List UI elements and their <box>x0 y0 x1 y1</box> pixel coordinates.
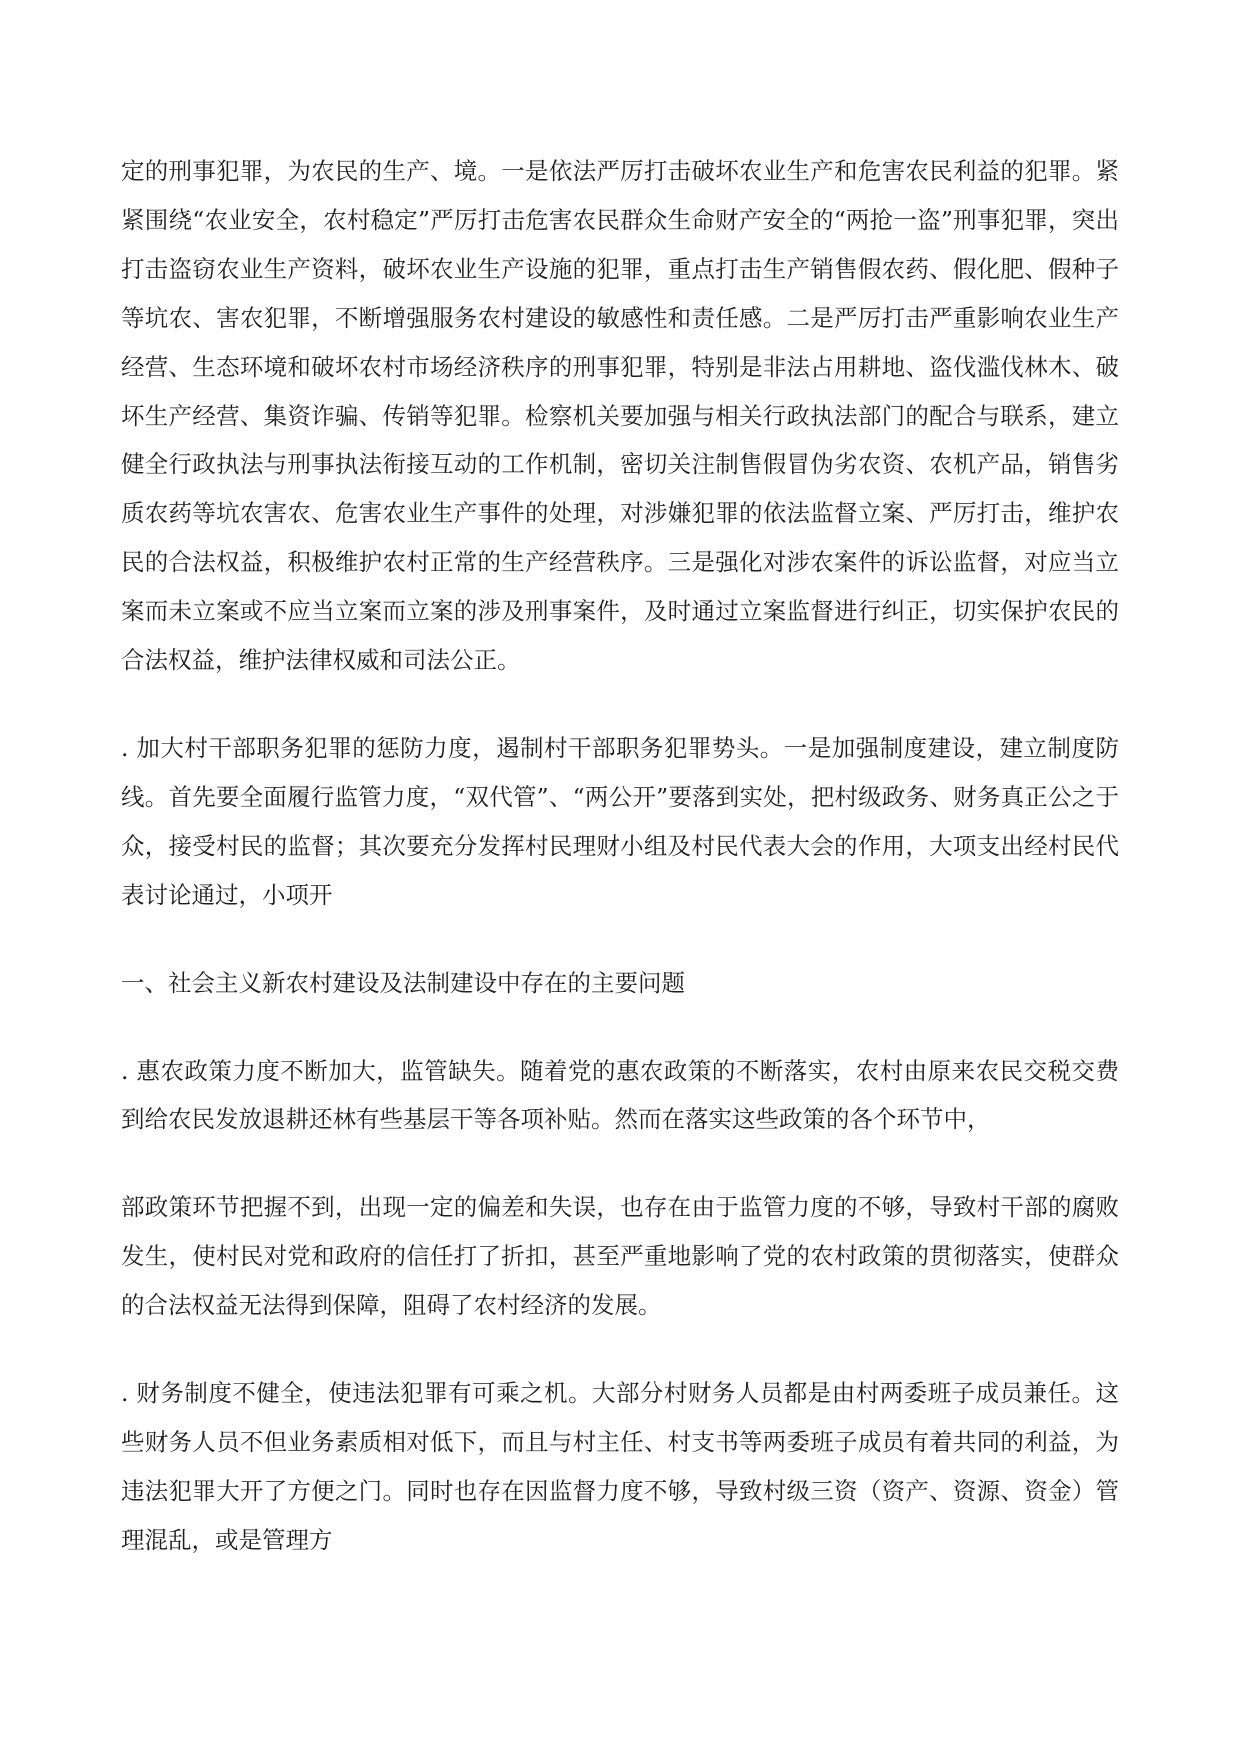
document-body <box>121 147 1119 1565</box>
paragraph-4: 部政策环节把握不到，出现一定的偏差和失误，也存在由于监管力度的不够，导致村干部的腐败发生，使村民对党和政府的信任打了折扣，甚至严重地影响了党的农村政策的贯彻落实，使群众的合法权益无法得到保障，阻碍了农村经济的发展。 <box>121 1193 1119 1320</box>
paragraph-1: 定的刑事犯罪，为农民的生产、境。一是依法严厉打击破坏农业生产和危害农民利益的犯罪。紧紧围绕“农业安全，农村稳定”严厉打击危害农民群众生命财产安全的“两抢一盗”刑事犯罪，突出打击盗窃农业生产资料，破坏农业生产设施的犯罪，重点打击生产销售假农药、假化肥、假种子等坑农、害农犯罪，不断增强服务农村建设的敏感性和责任感。二是严厉打击严重影响农业生产经营、生态环境和破坏农村市场经济秩序的刑事犯罪，特别是非法占用耕地、盗伐滥伐林木、破坏生产经营、集资诈骗、传销等犯罪。检察机关要加强与相关行政执法部门的配合与联系，建立健全行政执法与刑事执法衔接互动的工作机制，密切关注制售假冒伪劣农资、农机产品，销售劣质农药等坑农害农、危害农业生产事件的处理，对涉嫌犯罪的依法监督立案、严厉打击，维护农民的合法权益，积极维护农村正常的生产经营秩序。三是强化对涉农案件的诉讼监督，对应当立案而未立案或不应当立案而立案的涉及刑事案件，及时通过立案监督进行纠正，切实保护农民的合法权益，维护法律权威和司法公正。 <box>121 157 1119 675</box>
paragraph-2: . 加大村干部职务犯罪的惩防力度，遏制村干部职务犯罪势头。一是加强制度建设，建立制度防线。首先要全面履行监管力度，“双代管”、“两公开”要落到实处，把村级政务、财务真正公之于众，接受村民的监督；其次要充分发挥村民理财小组及村民代表大会的作用，大项支出经村民代表讨论通过，小项开 <box>121 733 1119 909</box>
paragraph-5: . 财务制度不健全，使违法犯罪有可乘之机。大部分村财务人员都是由村两委班子成员兼任。这些财务人员不但业务素质相对低下，而且与村主任、村支书等两委班子成员有着共同的利益，为违法犯罪大开了方便之门。同时也存在因监督力度不够，导致村级三资（资产、资源、资金）管理混乱，或是管理方 <box>121 1379 1119 1554</box>
paragraph-3: . 惠农政策力度不断加大，监管缺失。随着党的惠农政策的不断落实，农村由原来农民交税交费到给农民发放退耕还林有些基层干等各项补贴。然而在落实这些政策的各个环节中， <box>121 1056 1119 1134</box>
section-heading: 一、社会主义新农村建设及法制建设中存在的主要问题 <box>121 968 685 997</box>
